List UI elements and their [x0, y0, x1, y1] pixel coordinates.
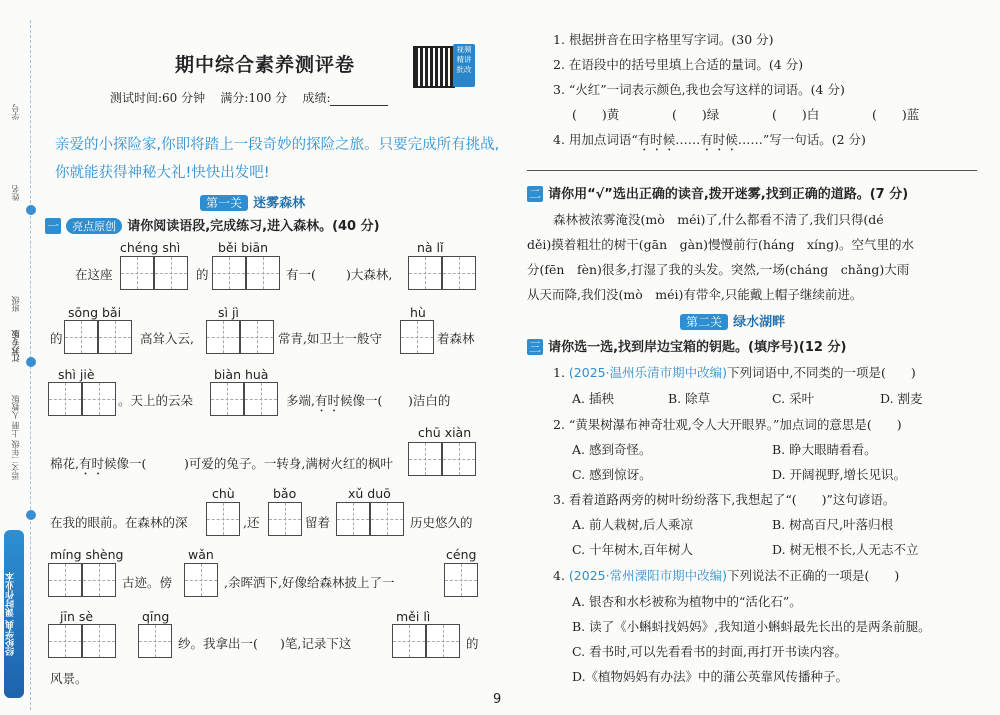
mc-option[interactable]: C. 十年树木,百年树人 — [572, 542, 694, 557]
pinyin: chū xiàn — [418, 425, 472, 440]
mc-option[interactable]: C. 感到惊讶。 — [572, 467, 652, 482]
char-grid[interactable] — [64, 320, 98, 354]
result-label: 成绩: — [302, 91, 331, 105]
char-grid[interactable] — [154, 256, 188, 290]
passage-text: 历史悠久的 — [410, 515, 473, 530]
mc-option[interactable]: D. 开阔视野,增长见识。 — [772, 467, 906, 482]
mc-question: 3. 看着道路两旁的树叶纷纷落下,我想起了“( )”这句谚语。 — [553, 492, 896, 507]
edition-label: 江苏专版 — [11, 330, 20, 362]
color-blank[interactable]: ( )黄 — [572, 107, 620, 122]
student-name-label: 姓名 — [11, 185, 20, 201]
char-grid[interactable] — [336, 502, 370, 536]
pinyin: hù — [410, 305, 426, 320]
passage-text: 高耸入云, — [140, 331, 194, 346]
book-label: 语文二年级 上册 人教版 — [11, 395, 20, 481]
mc-option[interactable]: B. 树高百尺,叶落归根 — [772, 517, 894, 532]
class-label: 班级 — [11, 296, 20, 312]
passage-text: 有一( — [286, 267, 316, 282]
char-grid[interactable] — [442, 442, 476, 476]
reading-line: 森林被浓雾淹没(mò méi)了,什么都看不清了,我们只得(dé — [553, 212, 884, 227]
char-grid[interactable] — [48, 624, 82, 658]
binding-circle — [26, 357, 36, 367]
mc-option[interactable]: A. 银杏和水杉被称为植物中的“活化石”。 — [572, 594, 802, 609]
char-grid[interactable] — [268, 502, 302, 536]
pinyin: měi lì — [396, 609, 431, 624]
passage-text: 留着 — [305, 515, 331, 530]
passage-text: 棉花,有时候像一( — [50, 456, 147, 471]
mc-question: 1. (2025·温州乐清市期中改编)下列词语中,不同类的一项是( ) — [553, 365, 916, 380]
section3-header — [527, 336, 846, 355]
section1-badge: 亮点原创 — [66, 218, 122, 234]
char-grid[interactable] — [246, 256, 280, 290]
section2-text: 请你用“√”选出正确的读音,拨开迷雾,找到正确的道路。(7 分) — [548, 187, 909, 202]
mc-option[interactable]: A. 感到奇怪。 — [572, 442, 652, 457]
qr-video-badge: 视频精讲批改 — [453, 44, 475, 87]
stage1-name: 迷雾森林 — [253, 196, 306, 211]
qr-code[interactable] — [413, 46, 455, 88]
mc-question: 4. (2025·常州溧阳市期中改编)下列说法不正确的一项是( ) — [553, 568, 900, 583]
char-grid[interactable] — [240, 320, 274, 354]
char-grid[interactable] — [206, 502, 240, 536]
pinyin: céng — [446, 547, 477, 562]
mc-option[interactable]: A. 插秧 — [572, 391, 614, 406]
mc-option[interactable]: D.《植物妈妈有办法》中的蒲公英靠风传播种子。 — [572, 669, 849, 684]
passage-text: 纱。我拿出一( — [178, 636, 258, 651]
pinyin: sōng bǎi — [68, 305, 122, 320]
question-4: 4. 用加点词语“有时候……有时候……”写一句话。(2 分) — [553, 132, 866, 147]
char-grid[interactable] — [82, 382, 116, 416]
exam-meta — [110, 89, 388, 106]
char-grid[interactable] — [400, 320, 434, 354]
pinyin: xǔ duō — [348, 486, 391, 501]
stage2-name: 绿水湖畔 — [733, 315, 786, 330]
student-id-label: 学号 — [11, 104, 20, 120]
brand-label: 经纶学典 课时作业本 — [4, 530, 24, 698]
exam-title: 期中综合素养测评卷 — [174, 54, 355, 76]
passage-text: 常青,如卫士一般守 — [278, 331, 382, 346]
pinyin: chéng shì — [120, 240, 181, 255]
mc-option[interactable]: D. 割麦 — [880, 391, 923, 406]
color-blank[interactable]: ( )绿 — [672, 107, 720, 122]
reading-line: děi)摸着粗壮的树干(gān gàn)慢慢前行(háng xíng)。空气里的水 — [527, 237, 914, 252]
time-label: 测试时间:60 分钟 — [110, 91, 206, 105]
page-number: 9 — [493, 692, 502, 707]
char-grid[interactable] — [82, 563, 116, 597]
char-grid[interactable] — [210, 382, 244, 416]
passage-text: 的 — [466, 636, 479, 651]
char-grid[interactable] — [212, 256, 246, 290]
char-grid[interactable] — [206, 320, 240, 354]
mc-option[interactable]: B. 睁大眼睛看看。 — [772, 442, 877, 457]
answer-line[interactable] — [527, 170, 977, 171]
section1-header — [45, 215, 380, 234]
pinyin: wǎn — [188, 547, 214, 562]
mc-option[interactable]: B. 读了《小蝌蚪找妈妈》,我知道小蝌蚪最先长出的是两条前腿。 — [572, 619, 931, 634]
passage-text: )洁白的 — [408, 393, 451, 408]
char-grid[interactable] — [82, 624, 116, 658]
passage-text: 多端,有时候像一( — [286, 393, 383, 408]
char-grid[interactable] — [408, 256, 442, 290]
char-grid[interactable] — [98, 320, 132, 354]
mc-option[interactable]: B. 除草 — [668, 391, 711, 406]
char-grid[interactable] — [444, 563, 478, 597]
section2-number: 二 — [528, 186, 541, 201]
color-blank[interactable]: ( )白 — [772, 107, 820, 122]
binding-strip — [0, 0, 36, 715]
passage-text: )大森林, — [346, 267, 393, 282]
color-blank[interactable]: ( )蓝 — [872, 107, 920, 122]
binding-circle — [26, 510, 36, 520]
char-grid[interactable] — [392, 624, 426, 658]
stage2-tag: 第二关 — [680, 314, 728, 330]
pinyin: qīng — [142, 609, 170, 624]
passage-text: 古迹。傍 — [122, 575, 173, 590]
char-grid[interactable] — [120, 256, 154, 290]
pinyin: míng shèng — [50, 547, 124, 562]
section2-header — [527, 183, 908, 202]
mc-option[interactable]: A. 前人栽树,后人乘凉 — [572, 517, 693, 532]
result-blank[interactable] — [330, 93, 388, 106]
pinyin: chù — [212, 486, 235, 501]
pinyin: shì jiè — [58, 367, 95, 382]
pinyin: sì jì — [218, 305, 239, 320]
question-1: 1. 根据拼音在田字格里写字词。(30 分) — [553, 32, 774, 47]
section1-text: 请你阅读语段,完成练习,进入森林。(40 分) — [127, 219, 380, 234]
passage-text: 。天上的云朵 — [118, 393, 194, 408]
pinyin: běi biān — [218, 240, 269, 255]
pinyin: nà lǐ — [417, 240, 444, 255]
char-grid[interactable] — [48, 382, 82, 416]
char-grid[interactable] — [184, 563, 218, 597]
binding-circle — [26, 205, 36, 215]
stage2-header — [680, 311, 785, 330]
char-grid[interactable] — [244, 382, 278, 416]
mc-option[interactable]: C. 看书时,可以先看看书的封面,再打开书读内容。 — [572, 644, 848, 659]
mc-option[interactable]: D. 树无根不长,人无志不立 — [772, 542, 919, 557]
mc-option[interactable]: C. 采叶 — [772, 391, 815, 406]
passage-text: 的 — [196, 267, 209, 282]
passage-text: 风景。 — [50, 671, 88, 686]
reading-line: 分(fēn fèn)很多,打湿了我的头发。突然,一场(cháng chǎng)大雨 — [527, 262, 910, 277]
stage1-header — [200, 192, 305, 211]
char-grid[interactable] — [426, 624, 460, 658]
pinyin: bǎo — [273, 486, 297, 501]
section3-number: 三 — [528, 339, 541, 354]
char-grid[interactable] — [48, 563, 82, 597]
passage-text: 的 — [50, 331, 63, 346]
char-grid[interactable] — [138, 624, 172, 658]
char-grid[interactable] — [370, 502, 404, 536]
pinyin: jīn sè — [60, 609, 94, 624]
passage-text: ,还 — [243, 515, 260, 530]
passage-text: 着森林 — [437, 331, 475, 346]
passage-text: )笔,记录下这 — [280, 636, 352, 651]
question-3: 3. “火红”一词表示颜色,我也会写这样的词语。(4 分) — [553, 82, 845, 97]
passage-text: 在这座 — [75, 267, 113, 282]
intro-text: 亲爱的小探险家,你即将踏上一段奇妙的探险之旅。只要完成所有挑战,你就能获得神秘大礼!快快出发吧! — [55, 137, 500, 181]
pinyin: biàn huà — [214, 367, 269, 382]
question-2: 2. 在语段中的括号里填上合适的量词。(4 分) — [553, 57, 804, 72]
section1-number: 一 — [46, 218, 59, 233]
passage-text: ,余晖洒下,好像给森林披上了一 — [224, 575, 395, 590]
score-label: 满分:100 分 — [220, 91, 288, 105]
char-grid[interactable] — [408, 442, 442, 476]
stage1-tag: 第一关 — [200, 195, 248, 211]
passage-text: 在我的眼前。在森林的深 — [50, 515, 188, 530]
passage-text: )可爱的兔子。一转身,满树火红的枫叶 — [184, 456, 393, 471]
char-grid[interactable] — [442, 256, 476, 290]
reading-line: 从天而降,我们没(mò méi)有带伞,只能戴上帽子继续前进。 — [527, 287, 863, 302]
mc-question: 2. “黄果树瀑布神奇壮观,令人大开眼界。”加点词的意思是( ) — [553, 417, 902, 432]
section3-text: 请你选一选,找到岸边宝箱的钥匙。(填序号)(12 分) — [548, 340, 847, 355]
